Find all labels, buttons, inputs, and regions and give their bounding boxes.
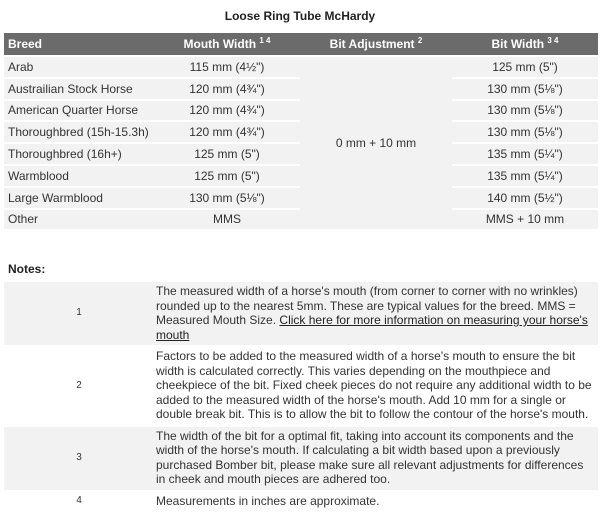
bit-width-cell: 130 mm (5⅛") <box>452 101 598 121</box>
breed-cell: Other <box>4 210 154 230</box>
breed-cell: Large Warmblood <box>4 188 154 208</box>
note-row <box>4 282 598 345</box>
note-text: The width of the bit for a optimal fit, taking into account its components and the width of the horse's mouth. If calculating a bit width based upon a previously purchased Bomber bit, please make sure all relevant adjustments for differences in cheek and mouth pieces are adhered too. <box>154 427 598 490</box>
mouth-width-cell: 130 mm (5⅛") <box>154 188 300 208</box>
mouth-width-cell: 125 mm (5") <box>154 166 300 186</box>
header-breed-label: Breed <box>8 37 43 51</box>
mouth-width-cell: 115 mm (4½") <box>154 57 300 77</box>
measuring-mouth-link[interactable]: Click here for more information on measuring your horse's mouth <box>156 313 588 342</box>
notes-heading: Notes: <box>8 262 46 276</box>
page-title: Loose Ring Tube McHardy <box>224 9 376 23</box>
note-number: 4 <box>4 492 154 512</box>
header-breed <box>4 33 154 55</box>
header-bit-adjustment <box>300 33 452 55</box>
header-bit-adjustment-label: Bit Adjustment <box>329 37 415 51</box>
note-text <box>154 282 598 345</box>
note-row <box>4 347 598 425</box>
breed-cell: Arab <box>4 57 154 77</box>
note-number: 1 <box>4 282 154 345</box>
footnote-ref: 3 4 <box>547 36 559 45</box>
bit-width-cell: MMS + 10 mm <box>452 210 598 230</box>
footnote-ref: 1 4 <box>259 36 271 45</box>
note-text: Factors to be added to the measured width of a horse's mouth to ensure the bit width is calculated correctly. This varies depending on the mouthpiece and cheekpiece of the bit. Fixed cheek pieces do not require any additional width to be added to the measured width of the horse's mouth. Add 10 mm for a single or double break bit. This is to allow the bit to follow the contour of the horse's mouth. <box>154 347 598 425</box>
note-text-body: The measured width of a horse's mouth (from corner to corner with no wrinkles) rounded up to the nearest 5mm. These are typical values for the breed. MMS = Measured Mouth Size. <box>156 284 578 327</box>
mouth-width-cell: 120 mm (4¾") <box>154 122 300 142</box>
table-header-row <box>4 33 598 55</box>
breed-cell: Thoroughbred (16h+) <box>4 144 154 164</box>
note-row <box>4 427 598 490</box>
bit-size-table <box>4 31 598 231</box>
mouth-width-cell: MMS <box>154 210 300 230</box>
breed-cell: Warmblood <box>4 166 154 186</box>
breed-cell: Thoroughbred (15h-15.3h) <box>4 122 154 142</box>
table-row <box>4 57 598 77</box>
bit-width-cell: 130 mm (5⅛") <box>452 122 598 142</box>
breed-cell: American Quarter Horse <box>4 101 154 121</box>
bit-width-cell: 125 mm (5") <box>452 57 598 77</box>
header-bit-width-label: Bit Width <box>491 37 545 51</box>
header-bit-width <box>452 33 598 55</box>
bit-width-cell: 130 mm (5⅛") <box>452 79 598 99</box>
note-row <box>4 492 598 512</box>
mouth-width-cell: 125 mm (5") <box>154 144 300 164</box>
header-mouth-width-label: Mouth Width <box>183 37 257 51</box>
header-mouth-width <box>154 33 300 55</box>
bit-width-cell: 135 mm (5¼") <box>452 144 598 164</box>
breed-cell: Austrailian Stock Horse <box>4 79 154 99</box>
note-number: 3 <box>4 427 154 490</box>
mouth-width-cell: 120 mm (4¾") <box>154 101 300 121</box>
mouth-width-cell: 120 mm (4¾") <box>154 79 300 99</box>
bit-width-cell: 135 mm (5¼") <box>452 166 598 186</box>
notes-table <box>4 280 598 513</box>
bit-width-cell: 140 mm (5½") <box>452 188 598 208</box>
footnote-ref: 2 <box>417 36 423 45</box>
note-number: 2 <box>4 347 154 425</box>
note-text: Measurements in inches are approximate. <box>154 492 598 512</box>
bit-adjustment-cell: 0 mm + 10 mm <box>300 57 452 229</box>
